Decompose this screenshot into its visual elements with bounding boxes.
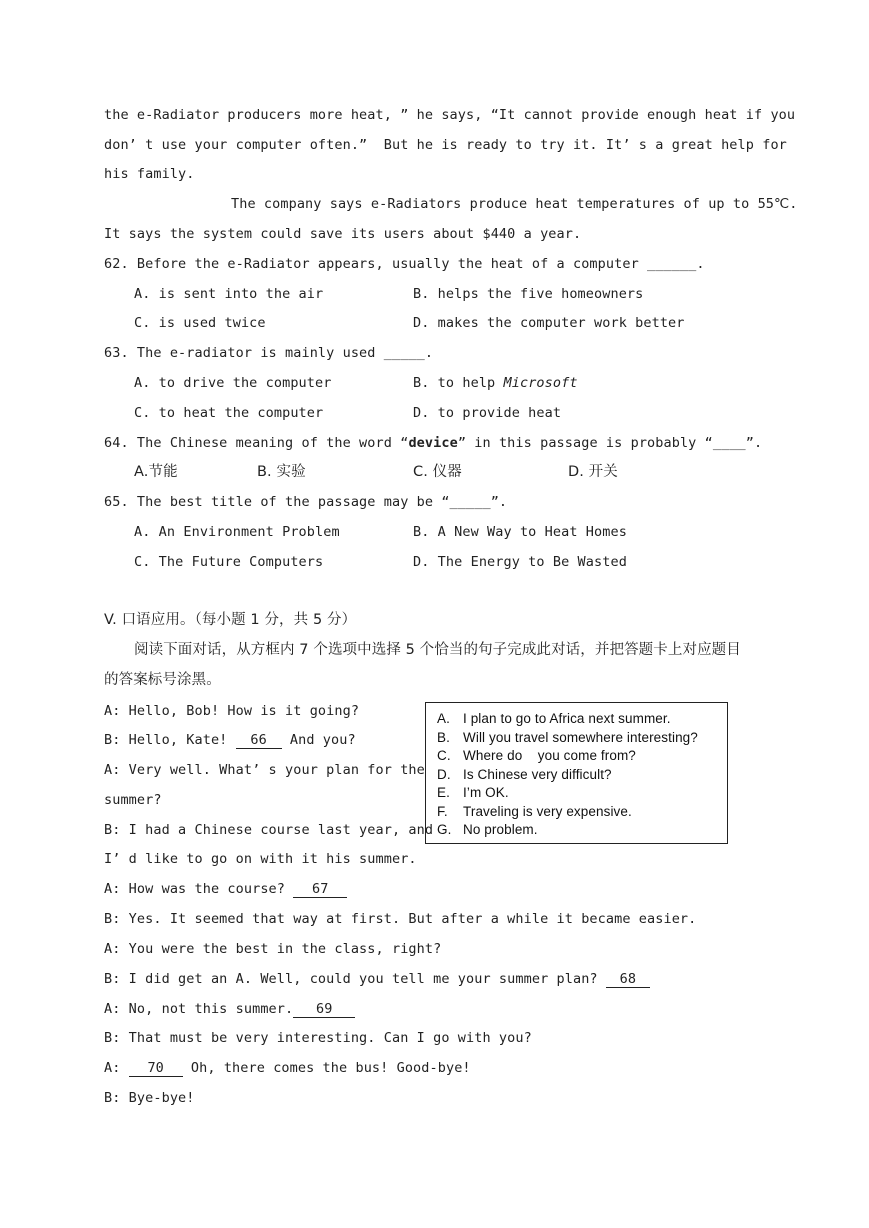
box-option-letter: B. — [437, 729, 450, 745]
box-option-letter: C. — [437, 748, 451, 763]
dialogue-text: B: Hello, Kate! — [104, 732, 236, 748]
question-stem-64-keyword: device — [408, 435, 458, 451]
dialogue-text: A: No, not this summer. — [104, 1001, 294, 1017]
section-instruction: 阅读下面对话，从方框内 7 个选项中选择 5 个恰当的句子完成此对话，并把答题卡上对应题目 — [134, 642, 741, 658]
dialogue-line — [104, 1060, 471, 1077]
option-63-a: A. to drive the computer — [134, 375, 332, 391]
dialogue-line — [104, 732, 356, 749]
box-option-text: Traveling is very expensive. — [463, 803, 632, 819]
option-63-b-italic: Microsoft — [503, 375, 578, 391]
option-62-c: C. is used twice — [134, 315, 266, 331]
box-option-letter: A. — [437, 711, 450, 726]
box-option-text: Where do you come from? — [463, 748, 636, 763]
box-option-letter: D. — [437, 766, 451, 782]
dialogue-line — [104, 881, 347, 898]
box-option-b — [437, 730, 698, 746]
option-62-b: B. helps the five homeowners — [413, 286, 644, 302]
option-63-b-text: B. to help — [413, 375, 504, 391]
option-65-c: C. The Future Computers — [134, 554, 324, 570]
option-64-d: D. 开关 — [568, 464, 618, 480]
box-option-text: I plan to go to Africa next summer. — [463, 711, 671, 726]
dialogue-text: B: I did get an A. Well, could you tell me your summer plan? — [104, 971, 606, 987]
box-option-f — [437, 804, 632, 820]
box-option-d — [437, 767, 612, 783]
question-stem-64 — [104, 435, 762, 451]
dialogue-line — [104, 971, 650, 988]
passage-line: It says the system could save its users about $440 a year. — [104, 226, 582, 242]
option-64-c: C. 仪器 — [413, 464, 462, 480]
answer-blank-68[interactable]: 68 — [606, 971, 650, 988]
box-option-a — [437, 711, 671, 727]
passage-line: don’ t use your computer often.” But he is ready to try it. It’ s a great help for — [104, 137, 787, 153]
dialogue-text: A: — [104, 1060, 129, 1076]
dialogue-text: Oh, there comes the bus! Good-bye! — [182, 1060, 471, 1076]
question-stem-62: 62. Before the e-Radiator appears, usually the heat of a computer ______. — [104, 256, 705, 272]
box-option-text: Will you travel somewhere interesting? — [463, 729, 698, 745]
passage-line: his family. — [104, 166, 195, 182]
option-box — [425, 702, 728, 844]
dialogue-line: summer? — [104, 792, 162, 808]
dialogue-line: B: Bye-bye! — [104, 1090, 195, 1106]
box-option-text: No problem. — [463, 822, 538, 837]
answer-blank-69[interactable]: 69 — [293, 1001, 355, 1018]
dialogue-line — [104, 1001, 355, 1018]
box-option-text: Is Chinese very difficult? — [463, 766, 612, 782]
option-64-b: B. 实验 — [257, 464, 306, 480]
box-option-text: I’m OK. — [463, 785, 509, 800]
option-64-a: A.节能 — [134, 464, 178, 480]
dialogue-text: And you? — [281, 732, 356, 748]
dialogue-line: A: Very well. What’ s your plan for the — [104, 762, 425, 778]
dialogue-line: B: I had a Chinese course last year, and — [104, 822, 434, 838]
box-option-g — [437, 822, 538, 838]
option-62-d: D. makes the computer work better — [413, 315, 685, 331]
answer-blank-70[interactable]: 70 — [129, 1060, 183, 1077]
dialogue-line: B: Yes. It seemed that way at first. But after a while it became easier. — [104, 911, 697, 927]
question-stem-64-pre: 64. The Chinese meaning of the word “ — [104, 435, 409, 451]
option-63-d: D. to provide heat — [413, 405, 562, 421]
option-62-a: A. is sent into the air — [134, 286, 324, 302]
option-63-b — [413, 375, 578, 391]
box-option-letter: E. — [437, 785, 450, 800]
box-option-letter: F. — [437, 803, 448, 819]
section-heading: V. 口语应用。（每小题 1 分，共 5 分） — [104, 612, 357, 628]
section-instruction: 的答案标号涂黑。 — [104, 672, 221, 688]
question-stem-65: 65. The best title of the passage may be “_____”. — [104, 494, 508, 510]
option-65-d: D. The Energy to Be Wasted — [413, 554, 627, 570]
box-option-letter: G. — [437, 822, 452, 837]
dialogue-line: A: Hello, Bob! How is it going? — [104, 703, 360, 719]
question-stem-63: 63. The e-radiator is mainly used _____. — [104, 345, 434, 361]
passage-line: the e-Radiator producers more heat, ” he says, “It cannot provide enough heat if you — [104, 107, 796, 123]
question-stem-64-post: ” in this passage is probably “____”. — [457, 435, 763, 451]
box-option-e — [437, 785, 509, 801]
box-option-c — [437, 748, 636, 764]
passage-line: The company says e-Radiators produce heat temperatures of up to 55℃. — [231, 196, 798, 212]
option-65-b: B. A New Way to Heat Homes — [413, 524, 627, 540]
option-65-a: A. An Environment Problem — [134, 524, 340, 540]
dialogue-line: I’ d like to go on with it his summer. — [104, 851, 417, 867]
dialogue-line: A: You were the best in the class, right? — [104, 941, 442, 957]
dialogue-text: A: How was the course? — [104, 881, 294, 897]
option-63-c: C. to heat the computer — [134, 405, 324, 421]
dialogue-line: B: That must be very interesting. Can I go with you? — [104, 1030, 532, 1046]
answer-blank-67[interactable]: 67 — [293, 881, 347, 898]
answer-blank-66[interactable]: 66 — [236, 732, 282, 749]
